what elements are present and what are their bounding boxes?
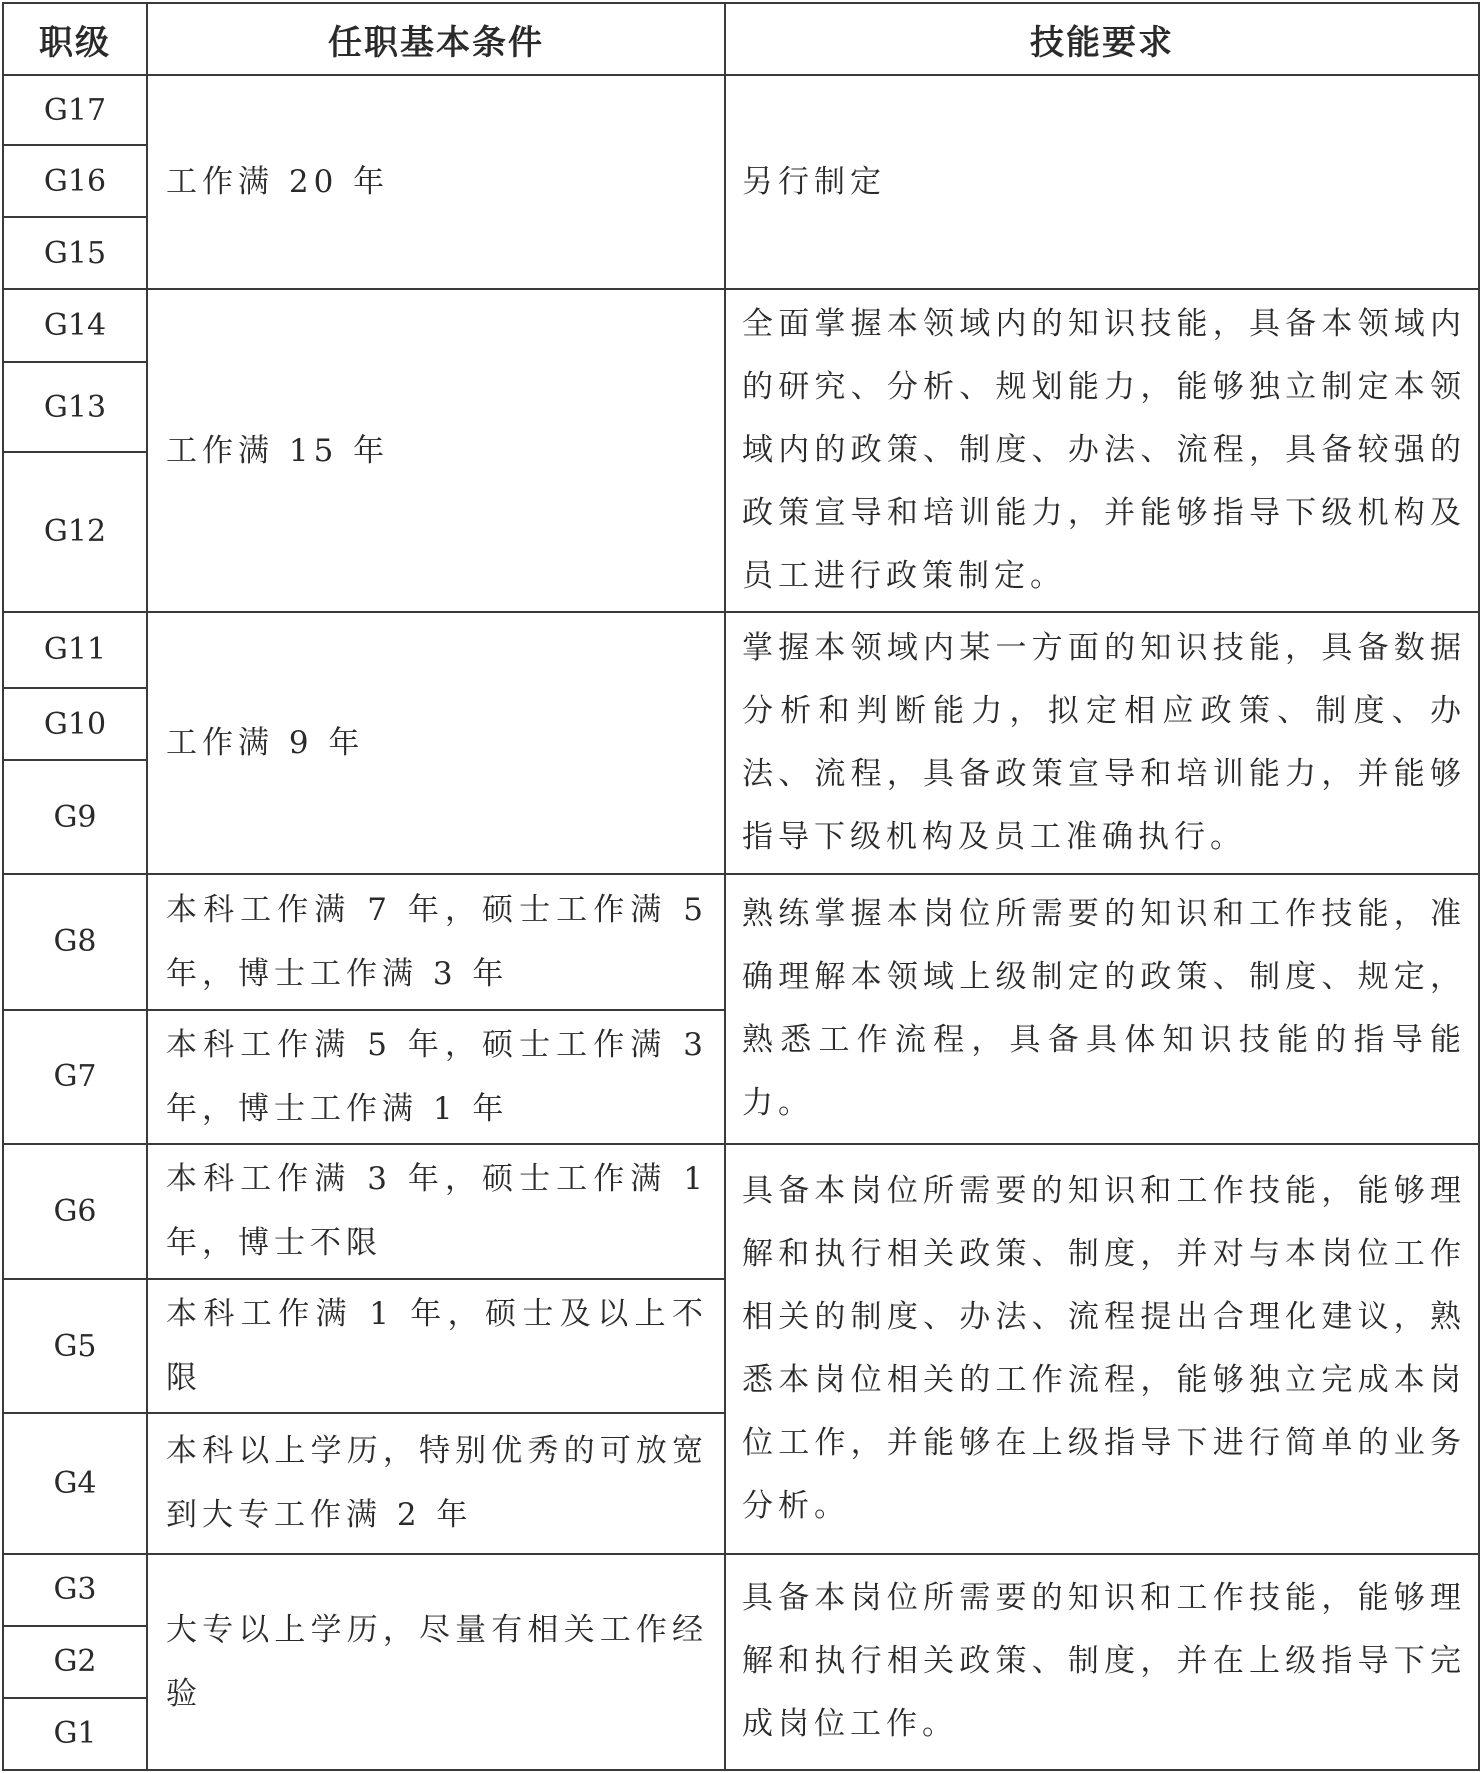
header-row — [3, 3, 1479, 75]
grade-cell: G16 — [3, 145, 147, 217]
grade-cell: G6 — [3, 1144, 147, 1279]
condition-cell: 工作满 9 年 — [147, 612, 725, 874]
grade-cell: G9 — [3, 760, 147, 874]
grade-cell: G13 — [3, 362, 147, 451]
condition-cell: 本科以上学历，特别优秀的可放宽到大专工作满 2 年 — [147, 1413, 725, 1553]
skill-cell: 掌握本领域内某一方面的知识技能，具备数据分析和判断能力，拟定相应政策、制度、办法、流程，具备政策宣导和培训能力，并能够指导下级机构及员工准确执行。 — [725, 612, 1479, 874]
grade-cell: G12 — [3, 452, 147, 612]
skill-cell: 另行制定 — [725, 75, 1479, 289]
header-condition: 任职基本条件 — [147, 3, 725, 75]
condition-cell: 本科工作满 3 年，硕士工作满 1 年，博士不限 — [147, 1144, 725, 1279]
condition-cell: 工作满 20 年 — [147, 75, 725, 289]
grade-cell: G1 — [3, 1698, 147, 1770]
job-grade-table — [2, 2, 1480, 1771]
table-row — [3, 874, 1479, 1009]
grade-cell: G10 — [3, 688, 147, 760]
skill-cell: 全面掌握本领域内的知识技能，具备本领域内的研究、分析、规划能力，能够独立制定本领域内的政策、制度、办法、流程，具备较强的政策宣导和培训能力，并能够指导下级机构及员工进行政策制定。 — [725, 289, 1479, 612]
grade-cell: G14 — [3, 289, 147, 362]
grade-cell: G17 — [3, 75, 147, 145]
grade-cell: G2 — [3, 1626, 147, 1698]
table-row — [3, 1554, 1479, 1626]
table-row — [3, 612, 1479, 688]
condition-cell: 本科工作满 7 年，硕士工作满 5 年，博士工作满 3 年 — [147, 874, 725, 1009]
table-row — [3, 289, 1479, 362]
header-skill: 技能要求 — [725, 3, 1479, 75]
grade-cell: G11 — [3, 612, 147, 688]
skill-cell: 熟练掌握本岗位所需要的知识和工作技能，准确理解本领域上级制定的政策、制度、规定，熟悉工作流程，具备具体知识技能的指导能力。 — [725, 874, 1479, 1143]
condition-cell: 本科工作满 1 年，硕士及以上不限 — [147, 1279, 725, 1413]
condition-cell: 工作满 15 年 — [147, 289, 725, 612]
grade-cell: G4 — [3, 1413, 147, 1553]
header-grade: 职级 — [3, 3, 147, 75]
skill-cell: 具备本岗位所需要的知识和工作技能，能够理解和执行相关政策、制度，并在上级指导下完成岗位工作。 — [725, 1554, 1479, 1770]
grade-cell: G8 — [3, 874, 147, 1009]
grade-cell: G15 — [3, 217, 147, 289]
table-row — [3, 75, 1479, 145]
grade-cell: G7 — [3, 1010, 147, 1144]
skill-cell: 具备本岗位所需要的知识和工作技能，能够理解和执行相关政策、制度，并对与本岗位工作相关的制度、办法、流程提出合理化建议，熟悉本岗位相关的工作流程，能够独立完成本岗位工作，并能够在上级指导下进行简单的业务分析。 — [725, 1144, 1479, 1554]
grade-cell: G5 — [3, 1279, 147, 1413]
condition-cell: 本科工作满 5 年，硕士工作满 3 年，博士工作满 1 年 — [147, 1010, 725, 1144]
grade-cell: G3 — [3, 1554, 147, 1626]
condition-cell: 大专以上学历，尽量有相关工作经验 — [147, 1554, 725, 1770]
table-row — [3, 1144, 1479, 1279]
